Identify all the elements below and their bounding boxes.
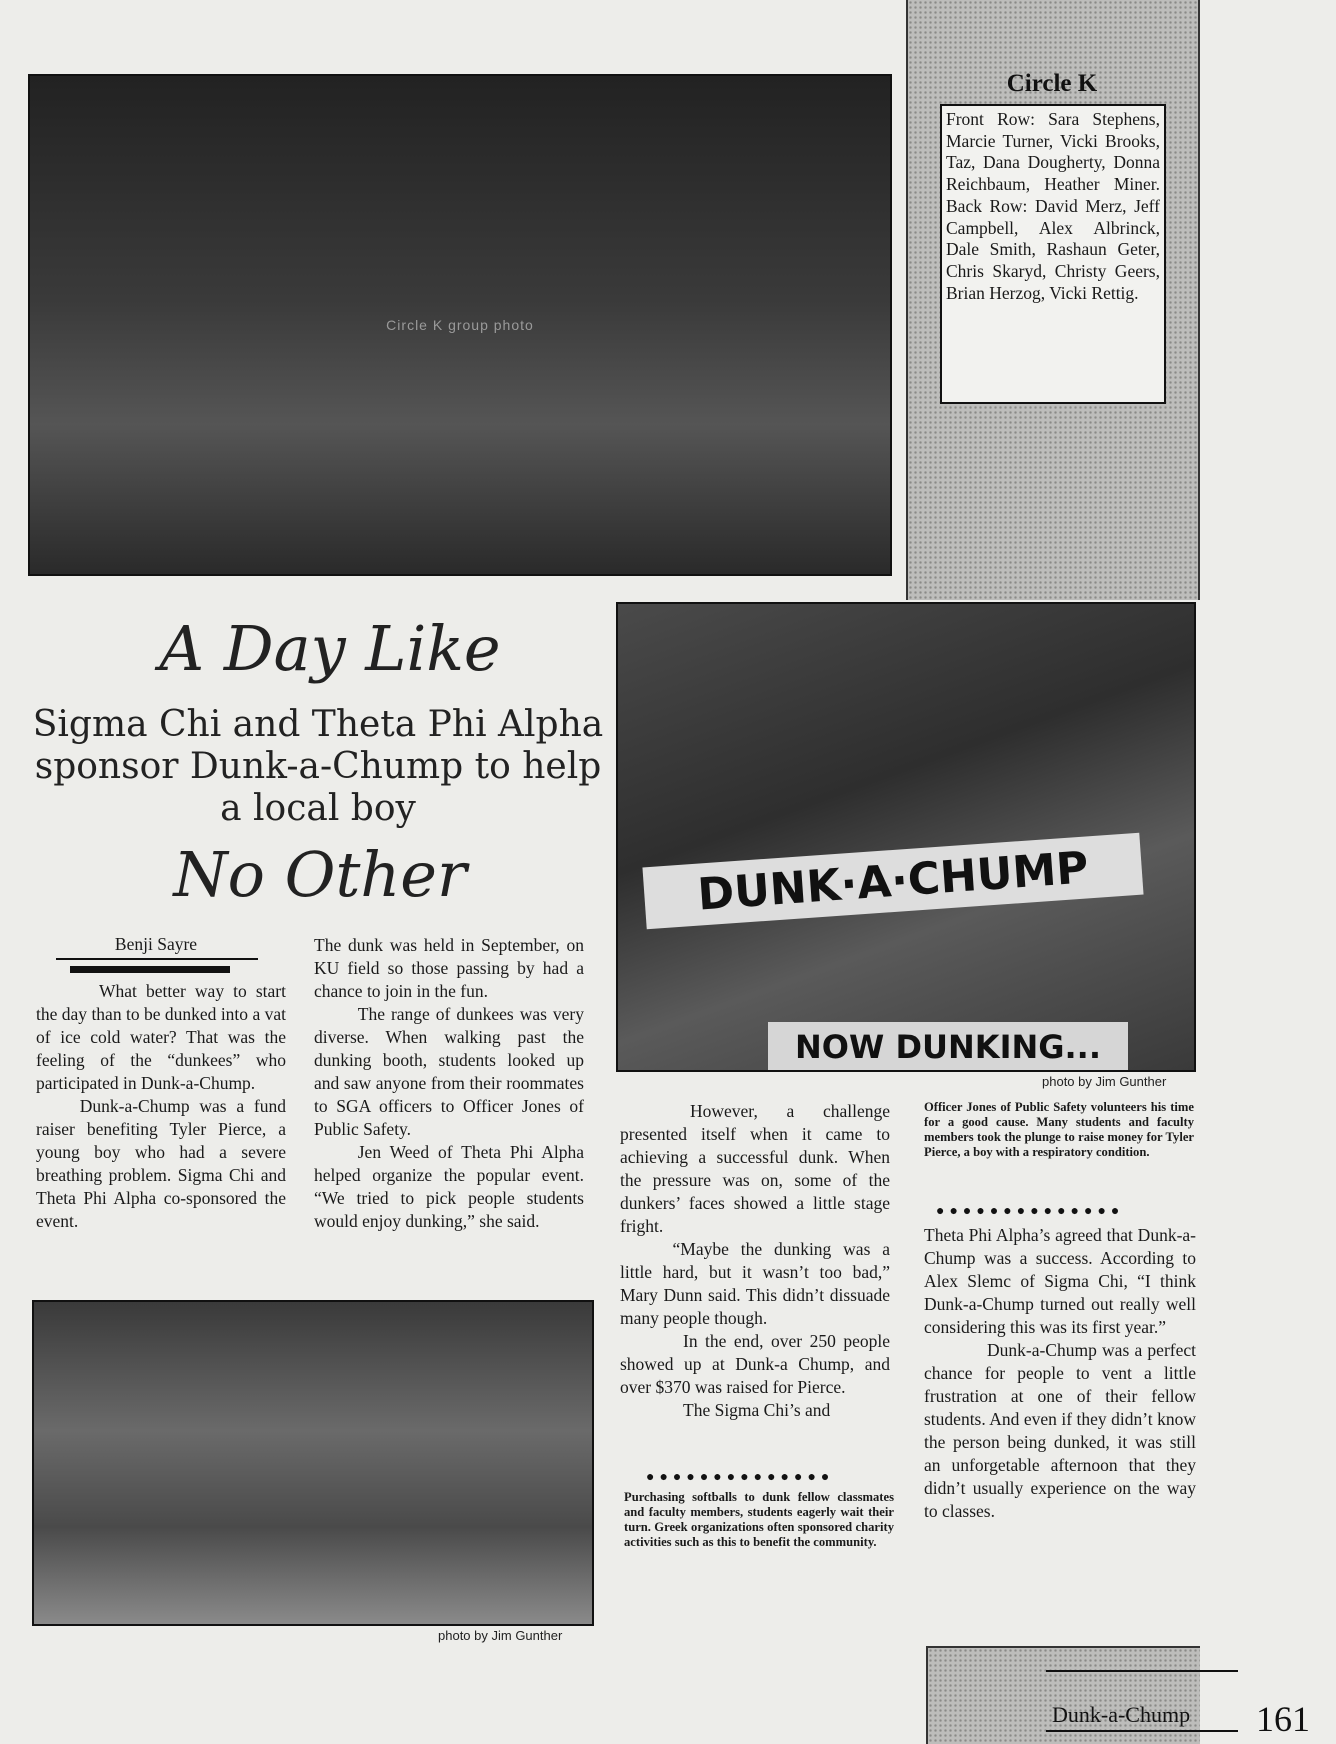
circle-k-names	[940, 104, 1166, 404]
article-paragraph: However, a challenge presented itself when it came to achieving a successful dunk. When the pressure was on, some of the dunkers’ faces showed a little stage fright.	[620, 1101, 890, 1236]
article-paragraph: Theta Phi Alpha’s agreed that Dunk-a-Chump was a success. According to Alex Slemc of Sigma Chi, “I think Dunk-a-Chump turned out really well considering this was its first year.”	[924, 1225, 1196, 1337]
article-paragraph: The dunk was held in September, on KU field so those passing by had a chance to join in the fun.	[314, 935, 584, 1001]
article-paragraph: Dunk-a-Chump was a fund raiser benefiting Tyler Pierce, a young boy who had a severe breathing problem. Sigma Chi and Theta Phi Alpha co-sponsored the event.	[36, 1096, 286, 1231]
group-photo-label: Circle K group photo	[386, 317, 534, 333]
crowd-photo-credit: photo by Jim Gunther	[438, 1628, 563, 1643]
caption-dots: ●●●●●●●●●●●●●●	[646, 1470, 835, 1485]
headline-line2: No Other	[173, 838, 467, 911]
footer-rule-bottom	[1046, 1730, 1238, 1732]
article-paragraph: Dunk-a-Chump was a perfect chance for people to vent a little frustration at one of their fellow students. And even if they didn’t know the person being dunked, it was still an unforgetable afternoon that they didn’t usually experience on the way to classes.	[924, 1340, 1196, 1521]
booth-sign-lower-text: NOW DUNKING...	[795, 1028, 1101, 1066]
booth-caption: Officer Jones of Public Safety volunteers his time for a good cause. Many students and faculty members took the plunge to raise money for Tyler Pierce, a boy with a respiratory condition.	[924, 1100, 1194, 1159]
crowd-photo	[32, 1300, 594, 1626]
page-number: 161	[1256, 1699, 1310, 1739]
footer-section-title: Dunk-a-Chump	[1052, 1702, 1191, 1727]
article-column-3	[620, 1100, 890, 1422]
article-paragraph: The range of dunkees was very diverse. When walking past the dunking booth, students looked up and saw anyone from their roommates to SGA officers to Officer Jones of Public Safety.	[314, 1004, 584, 1139]
article-column-2	[314, 934, 584, 1233]
group-photo	[28, 74, 892, 576]
byline-bar	[70, 966, 230, 973]
caption-dots: ●●●●●●●●●●●●●●	[936, 1204, 1125, 1219]
circle-k-title: Circle K	[1006, 70, 1098, 97]
booth-sign-main	[642, 833, 1143, 930]
headline-subhead: Sigma Chi and Theta Phi Alpha sponsor Dunk-a-Chump to help a local boy	[32, 704, 604, 829]
booth-photo-credit: photo by Jim Gunther	[1042, 1074, 1167, 1089]
article-paragraph: “Maybe the dunking was a little hard, but it wasn’t too bad,” Mary Dunn said. This didn’t dissuade many people though.	[620, 1239, 890, 1328]
booth-sign-main-text: DUNK·A·CHUMP	[695, 841, 1091, 921]
article-paragraph: Jen Weed of Theta Phi Alpha helped organize the popular event. “We tried to pick people students would enjoy dunking,” she said.	[314, 1142, 584, 1231]
headline-line1: A Day Like	[159, 612, 501, 685]
article-paragraph: What better way to start the day than to be dunked into a vat of ice cold water? That was the feeling of the “dunkees” who participated in Dunk-a-Chump.	[36, 981, 286, 1093]
booth-sign-lower	[768, 1022, 1128, 1072]
byline-rule	[56, 958, 258, 960]
dunk-booth-photo	[616, 602, 1196, 1072]
circle-k-names-text: Front Row: Sara Stephens, Marcie Turner, Vicki Brooks, Taz, Dana Dougherty, Donna Reichbaum, Heather Miner. Back Row: David Merz, Jeff Campbell, Alex Albrinck, Dale Smith, Rashaun Geter, Chris Skaryd, Christy Geers, Brian Herzog, Vicki Rettig.	[946, 109, 1160, 303]
article-paragraph: The Sigma Chi’s and	[683, 1400, 831, 1420]
article-paragraph: In the end, over 250 people showed up at Dunk-a Chump, and over $370 was raised for Pierce.	[620, 1331, 890, 1397]
footer-rule-top	[1046, 1670, 1238, 1672]
byline: Benji Sayre	[114, 934, 198, 954]
article-column-4	[924, 1224, 1196, 1523]
article-column-1	[36, 980, 286, 1233]
crowd-caption: Purchasing softballs to dunk fellow classmates and faculty members, students eagerly wait their turn. Greek organizations often sponsored charity activities such as this to benefit the community.	[624, 1490, 894, 1549]
